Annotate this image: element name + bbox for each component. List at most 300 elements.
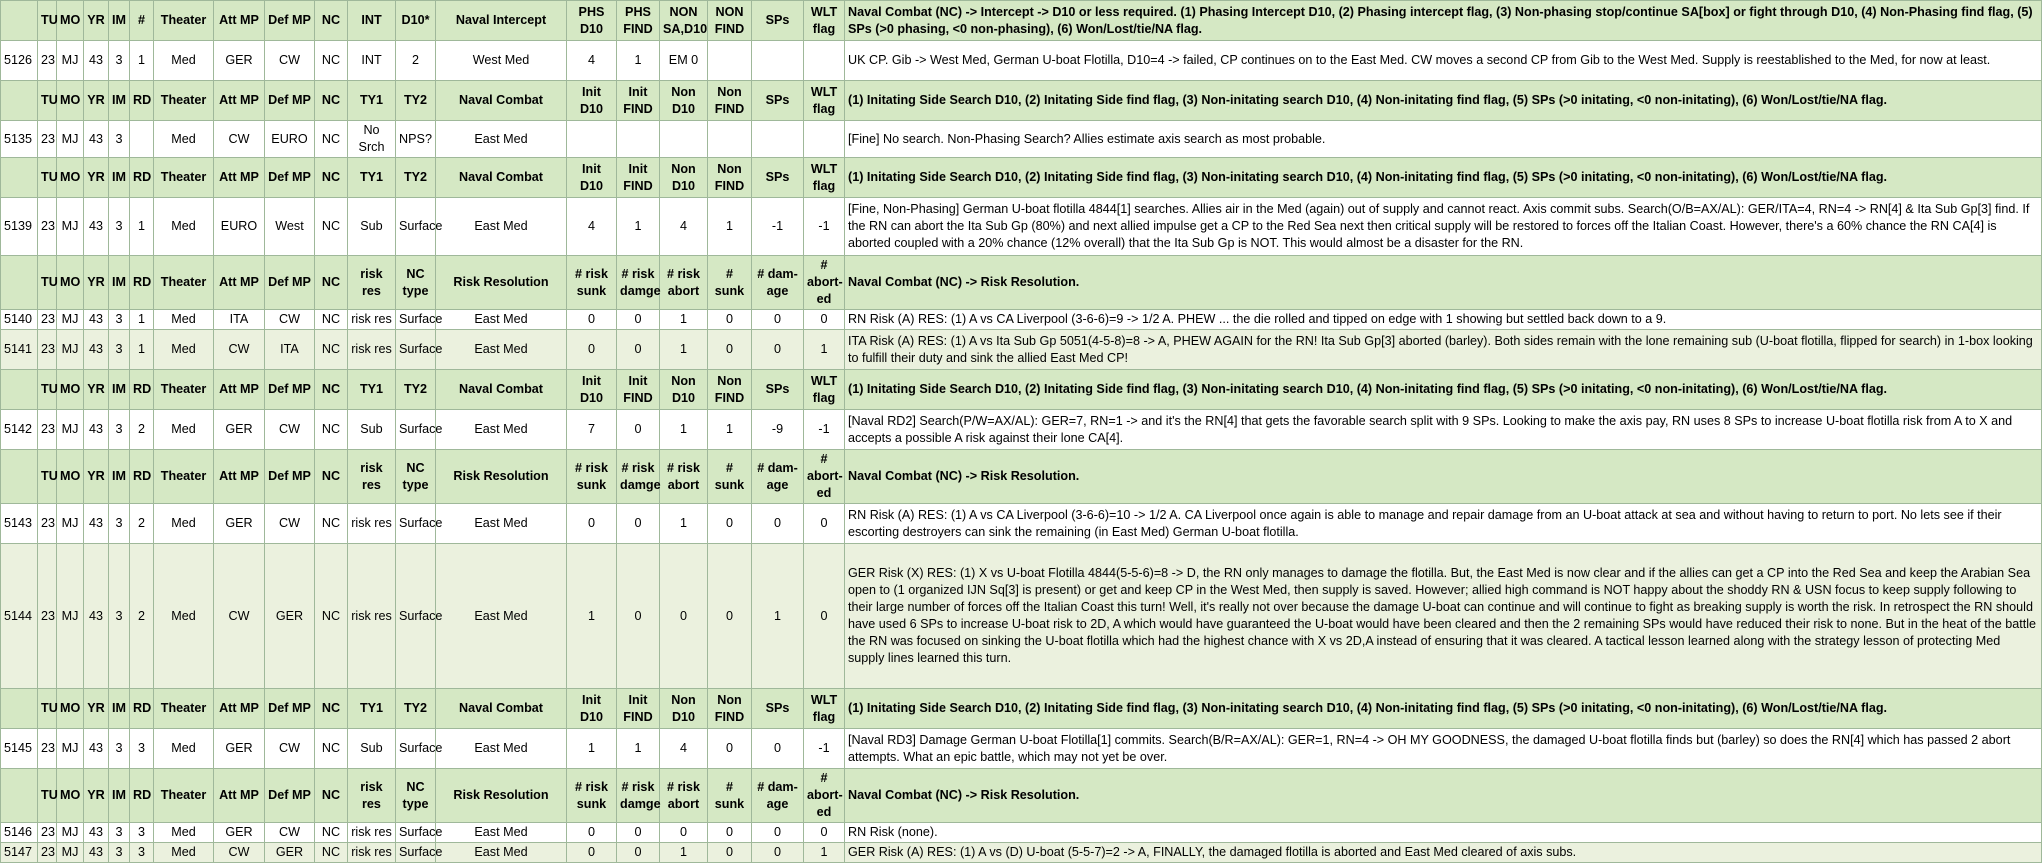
header-cell-mo: MO: [57, 370, 84, 410]
cell-v5: [752, 121, 804, 158]
table-row: [1, 823, 2042, 843]
cell-note: RN Risk (none).: [845, 823, 2042, 843]
header-cell-nc: NC: [315, 158, 348, 198]
header-cell-v1: # risk sunk: [567, 450, 617, 504]
cell-im: 3: [109, 823, 130, 843]
cell-theater: Med: [154, 843, 214, 863]
cell-v2: [617, 121, 660, 158]
header-cell-id: [1, 158, 38, 198]
header-cell-type2: NC type: [396, 769, 436, 823]
cell-combat: East Med: [436, 330, 567, 370]
cell-att-mp: GER: [214, 41, 265, 81]
header-cell-type2: TY2: [396, 81, 436, 121]
cell-v4: [708, 41, 752, 81]
cell-v5: 0: [752, 729, 804, 769]
header-cell-def-mp: Def MP: [265, 256, 315, 310]
table-row: [1, 121, 2042, 158]
cell-im: 3: [109, 410, 130, 450]
header-cell-note: Naval Combat (NC) -> Risk Resolution.: [845, 769, 2042, 823]
cell-type1: risk res: [348, 310, 396, 330]
header-cell-note: (1) Initating Side Search D10, (2) Initating Side find flag, (3) Non-initating search D10, (4) Non-initating find flag, (5) SPs (>0 initating, <0 non-initating), (6) Won/Lost/tie/NA flag.: [845, 689, 2042, 729]
cell-v1: 1: [567, 729, 617, 769]
cell-note: [Naval RD2] Search(P/W=AX/AL): GER=7, RN=1 -> and it's the RN[4] that gets the favorable search split with 9 SPs. Looking to make the axis pay, RN uses 8 SPs to increase U-boat flotilla risk from A to X and accepts a possible A risk against their lone CA[4].: [845, 410, 2042, 450]
cell-v1: 0: [567, 330, 617, 370]
header-cell-im: IM: [109, 81, 130, 121]
cell-tu: 23: [38, 41, 57, 81]
cell-mo: MJ: [57, 310, 84, 330]
cell-combat: East Med: [436, 310, 567, 330]
cell-yr: 43: [84, 843, 109, 863]
header-row: [1, 769, 2042, 823]
header-cell-v2: Init FIND: [617, 689, 660, 729]
cell-v6: 0: [804, 823, 845, 843]
header-cell-v2: Init FIND: [617, 81, 660, 121]
cell-v1: 0: [567, 823, 617, 843]
cell-type1: risk res: [348, 544, 396, 689]
cell-type1: No Srch: [348, 121, 396, 158]
cell-im: 3: [109, 729, 130, 769]
cell-v4: 1: [708, 198, 752, 256]
header-cell-v1: Init D10: [567, 158, 617, 198]
header-cell-v4: # sunk: [708, 769, 752, 823]
cell-v6: [804, 121, 845, 158]
cell-rd: 1: [130, 198, 154, 256]
header-cell-tu: TU: [38, 1, 57, 41]
header-cell-tu: TU: [38, 370, 57, 410]
header-cell-yr: YR: [84, 158, 109, 198]
header-cell-v2: Init FIND: [617, 370, 660, 410]
cell-rd: 3: [130, 843, 154, 863]
table-row: [1, 504, 2042, 544]
cell-type1: Sub: [348, 729, 396, 769]
cell-type2: Surface: [396, 729, 436, 769]
table-row: [1, 41, 2042, 81]
cell-rd: 1: [130, 330, 154, 370]
header-cell-combat: Naval Combat: [436, 689, 567, 729]
cell-note: RN Risk (A) RES: (1) A vs CA Liverpool (3-6-6)=10 -> 1/2 A. CA Liverpool once again is able to manage and repair damage from an U-boat attack at sea and without having to return to port. No lets see if their escorting destroyers can sink the remaining (in East Med) German U-boat flotilla.: [845, 504, 2042, 544]
header-cell-type1: TY1: [348, 158, 396, 198]
header-cell-type1: risk res: [348, 256, 396, 310]
cell-type2: NPS?: [396, 121, 436, 158]
cell-v6: 0: [804, 310, 845, 330]
cell-mo: MJ: [57, 41, 84, 81]
cell-mo: MJ: [57, 330, 84, 370]
header-cell-yr: YR: [84, 81, 109, 121]
header-row: [1, 256, 2042, 310]
header-cell-id: [1, 1, 38, 41]
header-cell-mo: MO: [57, 450, 84, 504]
cell-att-mp: EURO: [214, 198, 265, 256]
cell-mo: MJ: [57, 823, 84, 843]
header-cell-v2: PHS FIND: [617, 1, 660, 41]
header-cell-type2: TY2: [396, 370, 436, 410]
header-cell-im: IM: [109, 1, 130, 41]
header-cell-v1: Init D10: [567, 81, 617, 121]
cell-att-mp: ITA: [214, 310, 265, 330]
cell-im: 3: [109, 310, 130, 330]
cell-note: [Naval RD3] Damage German U-boat Flotilla[1] commits. Search(B/R=AX/AL): GER=1, RN=4 -> OH MY GOODNESS, the damaged U-boat flotilla finds but (barley) so does the RN[4] which has passed 2 abort attempts. What an epic battle, which may not yet be over.: [845, 729, 2042, 769]
header-cell-mo: MO: [57, 81, 84, 121]
cell-combat: East Med: [436, 121, 567, 158]
header-cell-im: IM: [109, 370, 130, 410]
cell-tu: 23: [38, 729, 57, 769]
cell-def-mp: CW: [265, 310, 315, 330]
cell-tu: 23: [38, 198, 57, 256]
cell-v2: 1: [617, 41, 660, 81]
cell-v5: [752, 41, 804, 81]
header-cell-v1: Init D10: [567, 689, 617, 729]
header-cell-yr: YR: [84, 370, 109, 410]
header-cell-rd: RD: [130, 769, 154, 823]
cell-def-mp: CW: [265, 823, 315, 843]
cell-tu: 23: [38, 410, 57, 450]
cell-rd: 2: [130, 504, 154, 544]
cell-v1: 7: [567, 410, 617, 450]
cell-theater: Med: [154, 310, 214, 330]
table-row: [1, 310, 2042, 330]
cell-v2: 1: [617, 729, 660, 769]
cell-v4: 0: [708, 544, 752, 689]
cell-mo: MJ: [57, 504, 84, 544]
cell-v1: 0: [567, 843, 617, 863]
cell-combat: East Med: [436, 843, 567, 863]
header-cell-tu: TU: [38, 689, 57, 729]
cell-v3: 0: [660, 544, 708, 689]
cell-v4: 0: [708, 729, 752, 769]
header-cell-v1: Init D10: [567, 370, 617, 410]
cell-note: ITA Risk (A) RES: (1) A vs Ita Sub Gp 5051(4-5-8)=8 -> A, PHEW AGAIN for the RN! Ita Sub Gp[3] aborted (barley). Both sides remain with the lone remaining sub (U-boat flotilla, flipped for search) in 1-box looking to fulfill their duty and sink the allied East Med CP!: [845, 330, 2042, 370]
header-cell-rd: RD: [130, 370, 154, 410]
cell-nc: NC: [315, 729, 348, 769]
cell-v6: -1: [804, 198, 845, 256]
cell-theater: Med: [154, 823, 214, 843]
header-cell-yr: YR: [84, 689, 109, 729]
cell-nc: NC: [315, 121, 348, 158]
header-cell-type1: TY1: [348, 370, 396, 410]
cell-id: 5126: [1, 41, 38, 81]
cell-v5: 0: [752, 310, 804, 330]
cell-im: 3: [109, 121, 130, 158]
cell-v6: 1: [804, 330, 845, 370]
cell-yr: 43: [84, 330, 109, 370]
cell-nc: NC: [315, 198, 348, 256]
cell-yr: 43: [84, 504, 109, 544]
cell-combat: East Med: [436, 410, 567, 450]
cell-theater: Med: [154, 198, 214, 256]
cell-combat: West Med: [436, 41, 567, 81]
header-cell-v6: # abort-ed: [804, 256, 845, 310]
cell-im: 3: [109, 843, 130, 863]
cell-v5: 0: [752, 843, 804, 863]
header-cell-v2: # risk damge: [617, 450, 660, 504]
header-cell-note: (1) Initating Side Search D10, (2) Initating Side find flag, (3) Non-initating search D10, (4) Non-initating find flag, (5) SPs (>0 initating, <0 non-initating), (6) Won/Lost/tie/NA flag.: [845, 158, 2042, 198]
cell-def-mp: CW: [265, 729, 315, 769]
header-cell-type2: NC type: [396, 256, 436, 310]
cell-tu: 23: [38, 843, 57, 863]
header-cell-id: [1, 256, 38, 310]
cell-def-mp: EURO: [265, 121, 315, 158]
cell-type2: Surface: [396, 410, 436, 450]
header-cell-combat: Naval Combat: [436, 158, 567, 198]
cell-v3: 0: [660, 823, 708, 843]
cell-tu: 23: [38, 121, 57, 158]
header-cell-combat: Naval Combat: [436, 370, 567, 410]
cell-v2: 0: [617, 410, 660, 450]
header-cell-v6: WLT flag: [804, 81, 845, 121]
header-cell-att-mp: Att MP: [214, 689, 265, 729]
cell-combat: East Med: [436, 729, 567, 769]
header-cell-v6: WLT flag: [804, 158, 845, 198]
cell-type1: Sub: [348, 410, 396, 450]
header-cell-id: [1, 370, 38, 410]
cell-type2: Surface: [396, 504, 436, 544]
cell-tu: 23: [38, 504, 57, 544]
cell-v3: 1: [660, 504, 708, 544]
cell-v2: 1: [617, 198, 660, 256]
header-cell-def-mp: Def MP: [265, 370, 315, 410]
header-cell-im: IM: [109, 158, 130, 198]
header-cell-v5: SPs: [752, 370, 804, 410]
cell-im: 3: [109, 41, 130, 81]
header-cell-mo: MO: [57, 1, 84, 41]
cell-yr: 43: [84, 729, 109, 769]
cell-v2: 0: [617, 504, 660, 544]
header-cell-v1: # risk sunk: [567, 256, 617, 310]
header-cell-combat: Naval Combat: [436, 81, 567, 121]
header-cell-nc: NC: [315, 81, 348, 121]
header-cell-tu: TU: [38, 256, 57, 310]
header-cell-att-mp: Att MP: [214, 1, 265, 41]
cell-v3: 1: [660, 843, 708, 863]
cell-nc: NC: [315, 330, 348, 370]
header-cell-theater: Theater: [154, 689, 214, 729]
header-cell-v5: # dam-age: [752, 769, 804, 823]
cell-v5: 0: [752, 823, 804, 843]
cell-im: 3: [109, 330, 130, 370]
cell-type1: Sub: [348, 198, 396, 256]
cell-v1: 0: [567, 310, 617, 330]
header-cell-v3: Non D10: [660, 81, 708, 121]
header-cell-def-mp: Def MP: [265, 158, 315, 198]
table-row: [1, 198, 2042, 256]
cell-id: 5142: [1, 410, 38, 450]
cell-att-mp: CW: [214, 544, 265, 689]
header-cell-id: [1, 81, 38, 121]
header-cell-att-mp: Att MP: [214, 256, 265, 310]
cell-combat: East Med: [436, 198, 567, 256]
cell-v1: 4: [567, 41, 617, 81]
header-row: [1, 1, 2042, 41]
cell-note: RN Risk (A) RES: (1) A vs CA Liverpool (3-6-6)=9 -> 1/2 A. PHEW ... the die rolled and tipped on edge with 1 showing but settled back down to a 9.: [845, 310, 2042, 330]
cell-v3: 1: [660, 310, 708, 330]
header-cell-type2: TY2: [396, 689, 436, 729]
header-cell-v6: WLT flag: [804, 689, 845, 729]
header-cell-v5: SPs: [752, 158, 804, 198]
cell-type2: Surface: [396, 330, 436, 370]
cell-theater: Med: [154, 41, 214, 81]
cell-v3: 1: [660, 330, 708, 370]
header-cell-yr: YR: [84, 769, 109, 823]
header-cell-mo: MO: [57, 158, 84, 198]
header-cell-theater: Theater: [154, 769, 214, 823]
cell-note: [Fine] No search. Non-Phasing Search? Allies estimate axis search as most probable.: [845, 121, 2042, 158]
cell-att-mp: CW: [214, 330, 265, 370]
header-cell-rd: RD: [130, 689, 154, 729]
cell-v5: -1: [752, 198, 804, 256]
cell-type1: risk res: [348, 504, 396, 544]
header-cell-yr: YR: [84, 1, 109, 41]
header-cell-rd: RD: [130, 158, 154, 198]
cell-nc: NC: [315, 823, 348, 843]
cell-v1: [567, 121, 617, 158]
cell-im: 3: [109, 504, 130, 544]
header-cell-tu: TU: [38, 81, 57, 121]
cell-v5: 0: [752, 504, 804, 544]
cell-rd: 1: [130, 310, 154, 330]
header-row: [1, 81, 2042, 121]
cell-theater: Med: [154, 729, 214, 769]
cell-theater: Med: [154, 121, 214, 158]
cell-v3: [660, 121, 708, 158]
header-cell-type1: INT: [348, 1, 396, 41]
cell-nc: NC: [315, 410, 348, 450]
header-row: [1, 689, 2042, 729]
cell-id: 5144: [1, 544, 38, 689]
cell-v5: -9: [752, 410, 804, 450]
cell-id: 5146: [1, 823, 38, 843]
cell-def-mp: GER: [265, 843, 315, 863]
cell-v1: 1: [567, 544, 617, 689]
header-cell-id: [1, 769, 38, 823]
header-cell-v1: PHS D10: [567, 1, 617, 41]
header-cell-v5: SPs: [752, 689, 804, 729]
cell-v6: 0: [804, 544, 845, 689]
cell-type2: Surface: [396, 823, 436, 843]
header-cell-rd: RD: [130, 81, 154, 121]
header-cell-combat: Risk Resolution: [436, 450, 567, 504]
cell-note: GER Risk (X) RES: (1) X vs U-boat Flotilla 4844(5-5-6)=8 -> D, the RN only manages to damage the flotilla. But, the East Med is now clear and if the allies can get a CP into the Red Sea and keep the Arabian Sea open to (1 organized IJN Sq[3] is present) or get and keep CP in the West Med, then supply is saved. However; allied high command is NOT happy about the shoddy RN & USN focus to keep supply following to their large number of forces off the Italian Coast this turn! Well, it's really not over because the damage U-boat can continue and will continue to fight as breaking supply is worth the risk. In retrospect the RN should have used 6 SPs to increase U-boat risk to 2D, A which would have guaranteed the U-boat would have been cleared and then the 2 remaining SPs would have reduced their risk to none. But in the heat of the battle the RN was focused on sinking the U-boat flotilla which had the highest chance with X vs 2D,A instead of ensuring that it was cleared. A tactical lesson learned along with the strategy lesson of protecting Med supply lines learned this turn.: [845, 544, 2042, 689]
header-cell-att-mp: Att MP: [214, 158, 265, 198]
cell-rd: 2: [130, 410, 154, 450]
header-cell-yr: YR: [84, 256, 109, 310]
header-cell-nc: NC: [315, 689, 348, 729]
cell-nc: NC: [315, 310, 348, 330]
cell-def-mp: West: [265, 198, 315, 256]
cell-type2: 2: [396, 41, 436, 81]
header-row: [1, 370, 2042, 410]
cell-v4: 0: [708, 843, 752, 863]
cell-id: 5143: [1, 504, 38, 544]
header-cell-type2: TY2: [396, 158, 436, 198]
cell-note: GER Risk (A) RES: (1) A vs (D) U-boat (5-5-7)=2 -> A, FINALLY, the damaged flotilla is aborted and East Med cleared of axis subs.: [845, 843, 2042, 863]
cell-mo: MJ: [57, 729, 84, 769]
header-cell-v5: SPs: [752, 1, 804, 41]
cell-tu: 23: [38, 310, 57, 330]
table-row: [1, 410, 2042, 450]
cell-id: 5147: [1, 843, 38, 863]
header-cell-tu: TU: [38, 450, 57, 504]
cell-nc: NC: [315, 504, 348, 544]
cell-v6: -1: [804, 729, 845, 769]
cell-mo: MJ: [57, 198, 84, 256]
cell-v4: 1: [708, 410, 752, 450]
cell-rd: 1: [130, 41, 154, 81]
header-cell-v4: NON FIND: [708, 1, 752, 41]
header-cell-def-mp: Def MP: [265, 450, 315, 504]
cell-v2: 0: [617, 310, 660, 330]
cell-v4: 0: [708, 330, 752, 370]
cell-id: 5140: [1, 310, 38, 330]
cell-tu: 23: [38, 544, 57, 689]
header-cell-v5: # dam-age: [752, 450, 804, 504]
cell-v6: -1: [804, 410, 845, 450]
cell-mo: MJ: [57, 544, 84, 689]
header-cell-mo: MO: [57, 256, 84, 310]
header-cell-v4: Non FIND: [708, 158, 752, 198]
cell-v4: 0: [708, 310, 752, 330]
header-cell-type2: NC type: [396, 450, 436, 504]
cell-yr: 43: [84, 41, 109, 81]
cell-def-mp: ITA: [265, 330, 315, 370]
header-cell-note: Naval Combat (NC) -> Intercept -> D10 or less required. (1) Phasing Intercept D10, (2) Phasing intercept flag, (3) Non-phasing stop/continue SA[box] or fight through D10, (4) Non-Phasing find flag, (5) SPs (>0 phasing, <0 non-phasing), (6) Won/Lost/tie/NA flag.: [845, 1, 2042, 41]
cell-att-mp: GER: [214, 729, 265, 769]
header-cell-def-mp: Def MP: [265, 1, 315, 41]
cell-theater: Med: [154, 330, 214, 370]
cell-type1: risk res: [348, 823, 396, 843]
header-cell-rd: RD: [130, 450, 154, 504]
cell-v3: 4: [660, 729, 708, 769]
cell-mo: MJ: [57, 410, 84, 450]
header-cell-nc: NC: [315, 370, 348, 410]
header-cell-id: [1, 689, 38, 729]
header-cell-type2: D10*: [396, 1, 436, 41]
cell-v6: 1: [804, 843, 845, 863]
header-cell-v4: # sunk: [708, 256, 752, 310]
cell-combat: East Med: [436, 544, 567, 689]
table-row: [1, 330, 2042, 370]
cell-v4: 0: [708, 504, 752, 544]
header-cell-type1: TY1: [348, 689, 396, 729]
header-cell-att-mp: Att MP: [214, 450, 265, 504]
cell-v4: [708, 121, 752, 158]
cell-id: 5139: [1, 198, 38, 256]
table-row: [1, 843, 2042, 863]
cell-v4: 0: [708, 823, 752, 843]
header-cell-tu: TU: [38, 158, 57, 198]
header-cell-v5: # dam-age: [752, 256, 804, 310]
cell-v1: 0: [567, 504, 617, 544]
header-cell-v3: # risk abort: [660, 769, 708, 823]
cell-att-mp: GER: [214, 410, 265, 450]
cell-yr: 43: [84, 410, 109, 450]
cell-v3: EM 0: [660, 41, 708, 81]
header-cell-nc: NC: [315, 1, 348, 41]
header-cell-v4: Non FIND: [708, 81, 752, 121]
header-cell-nc: NC: [315, 450, 348, 504]
header-cell-v3: Non D10: [660, 158, 708, 198]
cell-att-mp: GER: [214, 823, 265, 843]
cell-theater: Med: [154, 544, 214, 689]
header-cell-combat: Risk Resolution: [436, 256, 567, 310]
header-cell-theater: Theater: [154, 81, 214, 121]
header-cell-type1: risk res: [348, 450, 396, 504]
header-row: [1, 450, 2042, 504]
header-cell-note: Naval Combat (NC) -> Risk Resolution.: [845, 450, 2042, 504]
header-cell-im: IM: [109, 256, 130, 310]
table-row: [1, 544, 2042, 689]
cell-note: UK CP. Gib -> West Med, German U-boat Flotilla, D10=4 -> failed, CP continues on to the East Med. CW moves a second CP from Gib to the West Med. Supply is reestablished to the Med, for now at least.: [845, 41, 2042, 81]
cell-yr: 43: [84, 823, 109, 843]
